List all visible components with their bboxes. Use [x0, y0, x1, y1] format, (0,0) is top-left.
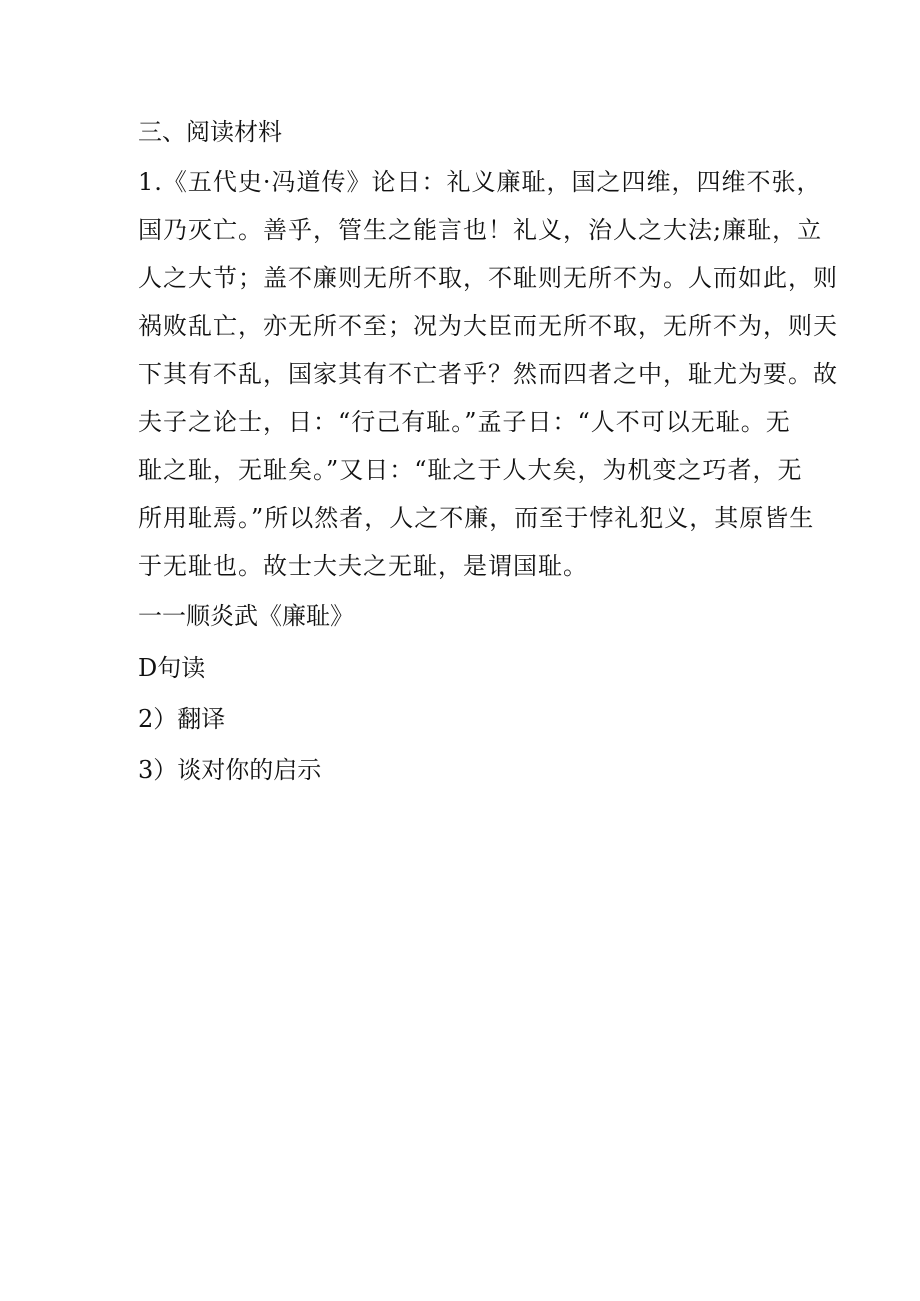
passage-line: 1.《五代史·冯道传》论日：礼义廉耻，国之四维，四维不张，	[138, 168, 822, 196]
task-item: D句读	[138, 654, 206, 682]
passage-line: 人之大节；盖不廉则无所不取，不耻则无所不为。人而如此，则	[138, 264, 838, 292]
section-heading: 三、阅读材料	[138, 118, 282, 146]
passage-line: 祸败乱亡，亦无所不至；况为大臣而无所不取，无所不为，则天	[138, 312, 838, 340]
passage-line: 于无耻也。故士大夫之无耻，是谓国耻。	[138, 552, 588, 580]
passage-line: 耻之耻，无耻矣。”又日：“耻之于人大矣，为机变之巧者，无	[138, 456, 803, 484]
task-item: 3）谈对你的启示	[138, 756, 322, 784]
passage-line: 所用耻焉。”所以然者，人之不廉，而至于悖礼犯义，其原皆生	[138, 504, 815, 532]
passage-line: 下其有不乱，国家其有不亡者乎？然而四者之中，耻尤为要。故	[138, 360, 838, 388]
task-item: 2）翻译	[138, 705, 226, 733]
attribution: 一一顺炎武《廉耻》	[138, 602, 354, 630]
passage-line: 国乃灭亡。善乎，管生之能言也！礼义，治人之大法;廉耻，立	[138, 216, 823, 244]
passage-line: 夫子之论士，日：“行己有耻。”孟子日：“人不可以无耻。无	[138, 408, 791, 436]
